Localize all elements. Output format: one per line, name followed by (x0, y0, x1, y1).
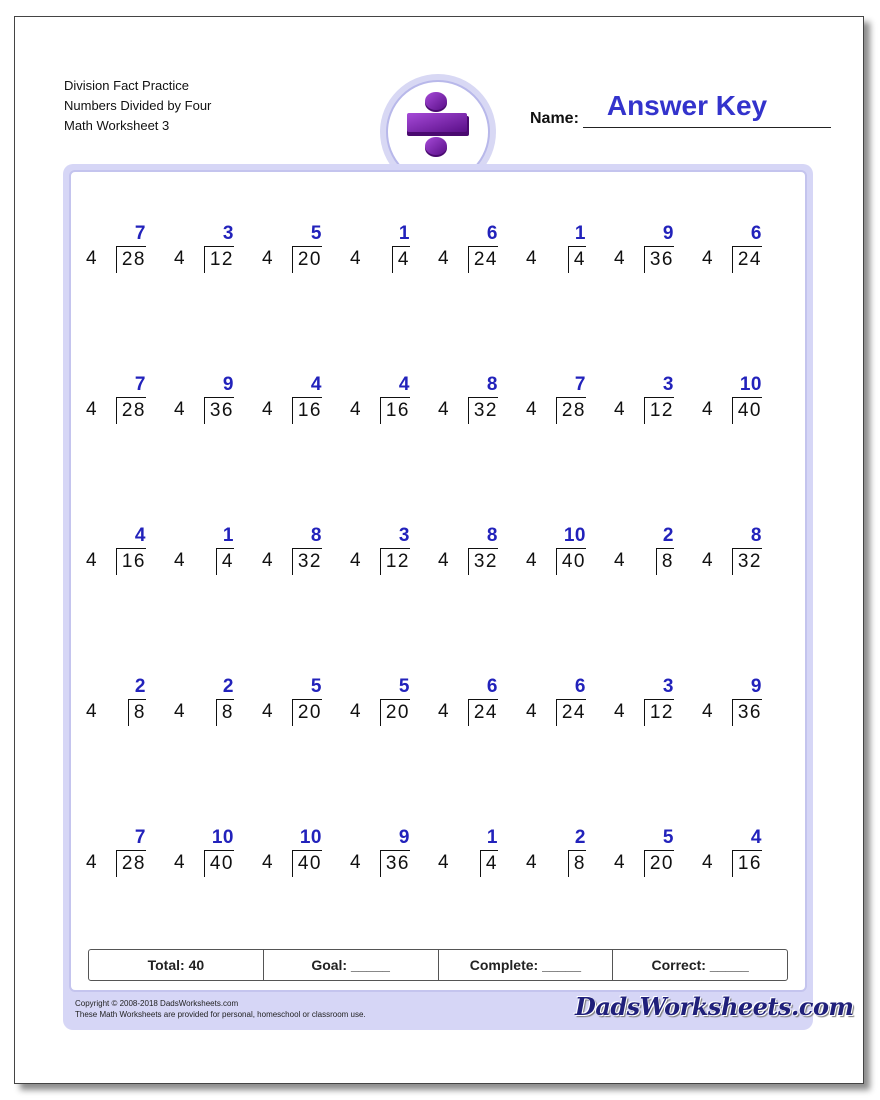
problem-answer: 7 (134, 223, 146, 244)
problem-dividend: 20 (644, 850, 674, 877)
problem-divisor: 4 (438, 399, 449, 420)
problem-answer: 5 (310, 223, 322, 244)
division-problem (702, 677, 762, 727)
problem-dividend: 12 (380, 548, 410, 575)
problem-divisor: 4 (262, 399, 273, 420)
problem-divisor: 4 (86, 248, 97, 269)
brand-logo: DadsWorksheets.com (575, 992, 854, 1021)
name-label: Name: (530, 110, 579, 127)
problem-answer: 3 (222, 223, 234, 244)
division-problem (702, 828, 762, 878)
problem-answer: 2 (574, 827, 586, 848)
problem-dividend: 32 (468, 397, 498, 424)
problem-dividend: 40 (732, 397, 762, 424)
problem-dividend: 36 (204, 397, 234, 424)
problem-dividend: 24 (732, 246, 762, 273)
problem-answer: 7 (574, 374, 586, 395)
division-problem (174, 677, 234, 727)
division-problem (86, 224, 146, 274)
problem-answer: 4 (134, 525, 146, 546)
problem-divisor: 4 (438, 852, 449, 873)
problem-divisor: 4 (614, 399, 625, 420)
problem-dividend: 28 (556, 397, 586, 424)
problem-frame (63, 164, 854, 1030)
division-problem (262, 375, 322, 425)
division-problem (350, 526, 410, 576)
problem-answer: 8 (750, 525, 762, 546)
problem-answer: 10 (211, 827, 234, 848)
division-problem (174, 526, 234, 576)
header-title: Division Fact Practice (64, 78, 189, 93)
problem-dividend: 40 (556, 548, 586, 575)
problem-dividend: 8 (216, 699, 234, 726)
division-problem (350, 677, 410, 727)
division-problem (526, 526, 586, 576)
division-problem (86, 375, 146, 425)
problem-answer: 3 (398, 525, 410, 546)
division-problem (262, 224, 322, 274)
problem-divisor: 4 (702, 399, 713, 420)
division-problem (438, 224, 498, 274)
problem-divisor: 4 (86, 701, 97, 722)
division-problem (86, 828, 146, 878)
problem-answer: 9 (222, 374, 234, 395)
name-line[interactable] (583, 127, 831, 128)
problem-divisor: 4 (702, 701, 713, 722)
problem-answer: 6 (750, 223, 762, 244)
problem-dividend: 36 (380, 850, 410, 877)
problem-answer: 2 (222, 676, 234, 697)
problem-dividend: 12 (204, 246, 234, 273)
problem-divisor: 4 (526, 399, 537, 420)
problem-divisor: 4 (438, 248, 449, 269)
problem-answer: 5 (662, 827, 674, 848)
problem-divisor: 4 (262, 248, 273, 269)
problem-dividend: 4 (216, 548, 234, 575)
problem-divisor: 4 (86, 550, 97, 571)
problem-dividend: 8 (656, 548, 674, 575)
problem-dividend: 16 (732, 850, 762, 877)
division-problem (702, 526, 762, 576)
division-problem (350, 224, 410, 274)
problem-divisor: 4 (262, 852, 273, 873)
header-subtitle: Numbers Divided by Four (64, 98, 212, 113)
division-problem (262, 526, 322, 576)
problem-dividend: 20 (292, 699, 322, 726)
problem-dividend: 8 (568, 850, 586, 877)
problem-divisor: 4 (350, 852, 361, 873)
division-problem (614, 375, 674, 425)
problem-divisor: 4 (702, 248, 713, 269)
problem-answer: 9 (750, 676, 762, 697)
division-problem (614, 828, 674, 878)
problem-dividend: 4 (392, 246, 410, 273)
problem-dividend: 16 (380, 397, 410, 424)
problem-answer: 3 (662, 374, 674, 395)
problem-answer: 6 (486, 676, 498, 697)
problem-divisor: 4 (526, 550, 537, 571)
problem-dividend: 16 (116, 548, 146, 575)
problem-dividend: 36 (644, 246, 674, 273)
problem-divisor: 4 (526, 701, 537, 722)
problem-answer: 2 (134, 676, 146, 697)
problem-divisor: 4 (174, 852, 185, 873)
problem-divisor: 4 (526, 852, 537, 873)
division-problem (614, 677, 674, 727)
problem-divisor: 4 (526, 248, 537, 269)
usage-notice: These Math Worksheets are provided for personal, homeschool or classroom use. (75, 1010, 366, 1019)
problem-dividend: 24 (468, 699, 498, 726)
footer-text (75, 998, 366, 1020)
problem-dividend: 16 (292, 397, 322, 424)
problem-dividend: 24 (468, 246, 498, 273)
score-table (88, 949, 788, 981)
problem-answer: 1 (574, 223, 586, 244)
correct-cell[interactable]: Correct: _____ (651, 957, 749, 973)
division-problem (86, 526, 146, 576)
problem-dividend: 32 (732, 548, 762, 575)
division-problem (174, 828, 234, 878)
problem-divisor: 4 (86, 399, 97, 420)
division-problem (526, 828, 586, 878)
worksheet-header (64, 76, 211, 136)
problem-answer: 10 (299, 827, 322, 848)
problem-dividend: 28 (116, 850, 146, 877)
division-problem (262, 677, 322, 727)
problem-divisor: 4 (350, 550, 361, 571)
problem-divisor: 4 (350, 701, 361, 722)
division-problem (438, 375, 498, 425)
division-problem (702, 224, 762, 274)
problem-answer: 7 (134, 827, 146, 848)
problem-answer: 3 (662, 676, 674, 697)
total-cell: Total: 40 (89, 950, 264, 980)
problem-dividend: 32 (468, 548, 498, 575)
division-problem (438, 828, 498, 878)
division-problem (350, 375, 410, 425)
problem-answer: 4 (398, 374, 410, 395)
division-problem (526, 224, 586, 274)
header-worksheet-number: Math Worksheet 3 (64, 118, 170, 133)
division-problem (262, 828, 322, 878)
problem-divisor: 4 (262, 701, 273, 722)
division-problem (702, 375, 762, 425)
problem-divisor: 4 (174, 701, 185, 722)
problem-dividend: 20 (292, 246, 322, 273)
division-problem (526, 375, 586, 425)
problem-answer: 6 (486, 223, 498, 244)
problem-answer: 9 (662, 223, 674, 244)
problem-divisor: 4 (702, 852, 713, 873)
problem-divisor: 4 (438, 701, 449, 722)
problem-dividend: 20 (380, 699, 410, 726)
problem-dividend: 40 (292, 850, 322, 877)
problem-divisor: 4 (614, 248, 625, 269)
problem-answer: 5 (310, 676, 322, 697)
problem-divisor: 4 (86, 852, 97, 873)
problem-answer: 9 (398, 827, 410, 848)
complete-cell[interactable]: Complete: _____ (439, 950, 614, 980)
problem-answer: 4 (310, 374, 322, 395)
division-problem (438, 677, 498, 727)
problem-divisor: 4 (438, 550, 449, 571)
problem-answer: 4 (750, 827, 762, 848)
problem-divisor: 4 (350, 248, 361, 269)
problem-divisor: 4 (350, 399, 361, 420)
division-problem (86, 677, 146, 727)
problem-divisor: 4 (174, 399, 185, 420)
problem-divisor: 4 (614, 701, 625, 722)
problem-answer: 1 (222, 525, 234, 546)
copyright-text: Copyright © 2008-2018 DadsWorksheets.com (75, 999, 239, 1008)
problem-answer: 5 (398, 676, 410, 697)
problem-divisor: 4 (702, 550, 713, 571)
problem-divisor: 4 (174, 248, 185, 269)
problem-answer: 1 (398, 223, 410, 244)
problem-answer: 8 (486, 374, 498, 395)
problem-dividend: 4 (480, 850, 498, 877)
problem-dividend: 4 (568, 246, 586, 273)
division-problem (614, 224, 674, 274)
division-problem (350, 828, 410, 878)
answer-key-label: Answer Key (606, 90, 768, 121)
problem-answer: 6 (574, 676, 586, 697)
problem-divisor: 4 (614, 852, 625, 873)
problem-dividend: 8 (128, 699, 146, 726)
division-problem (438, 526, 498, 576)
division-problem (614, 526, 674, 576)
problem-dividend: 28 (116, 246, 146, 273)
problem-divisor: 4 (174, 550, 185, 571)
problem-dividend: 36 (732, 699, 762, 726)
problem-dividend: 12 (644, 699, 674, 726)
problem-answer: 2 (662, 525, 674, 546)
problem-dividend: 40 (204, 850, 234, 877)
problem-divisor: 4 (614, 550, 625, 571)
division-problem (526, 677, 586, 727)
problem-answer: 10 (739, 374, 762, 395)
problem-answer: 1 (486, 827, 498, 848)
problem-dividend: 12 (644, 397, 674, 424)
division-problem (174, 224, 234, 274)
worksheet-footer (63, 992, 854, 1030)
problem-divisor: 4 (262, 550, 273, 571)
problem-dividend: 28 (116, 397, 146, 424)
problem-dividend: 32 (292, 548, 322, 575)
problem-answer: 8 (486, 525, 498, 546)
goal-cell[interactable]: Goal: _____ (264, 950, 439, 980)
problem-answer: 10 (563, 525, 586, 546)
problem-dividend: 24 (556, 699, 586, 726)
problem-answer: 8 (310, 525, 322, 546)
division-problem (174, 375, 234, 425)
problem-answer: 7 (134, 374, 146, 395)
